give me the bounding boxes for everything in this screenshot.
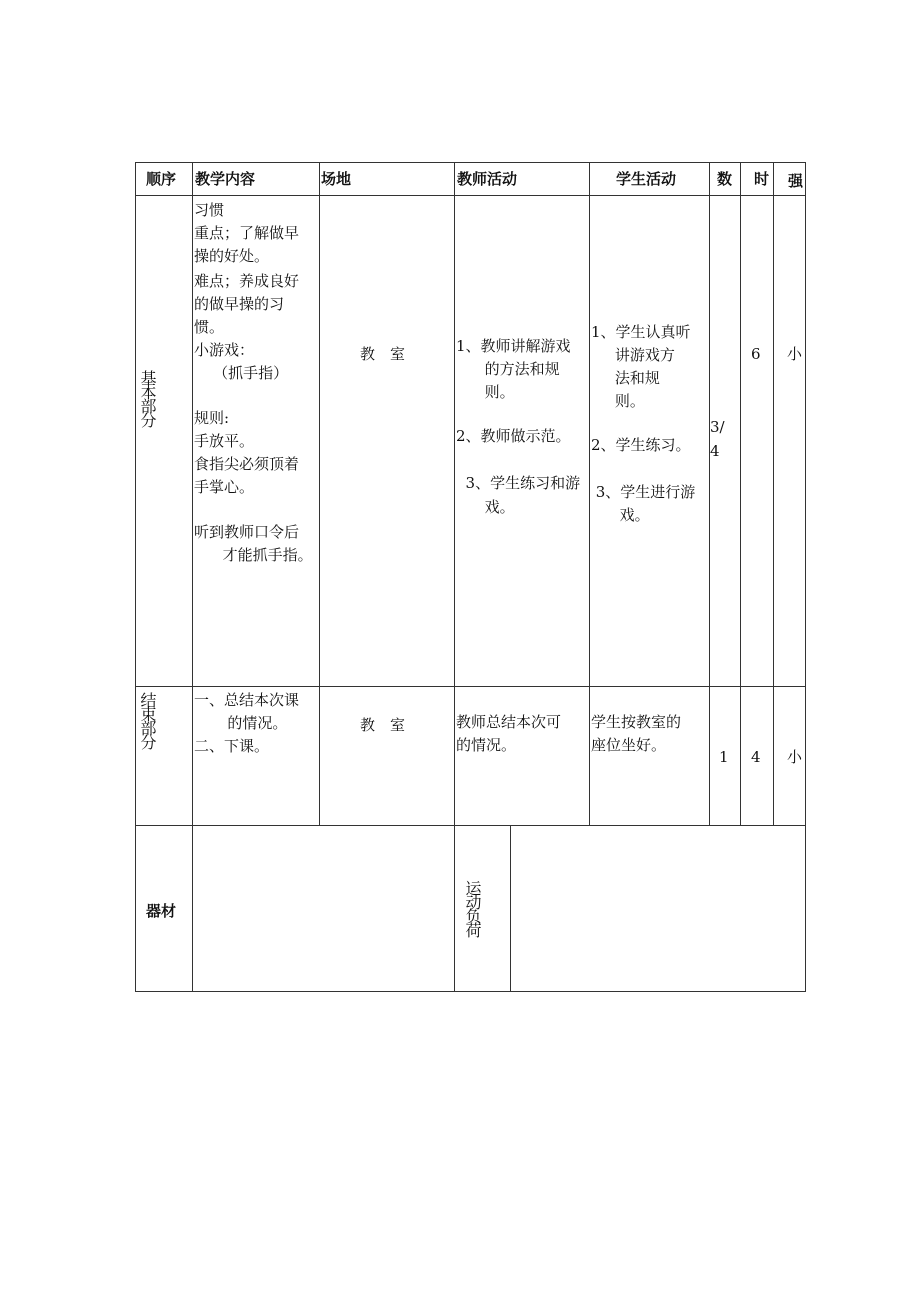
content-line: 规则: (194, 409, 230, 427)
teacher-line (456, 447, 580, 467)
teacher-line: 的方法和规 (456, 360, 560, 378)
basic-teacher-activity (456, 335, 580, 518)
header-student-activity: 学生活动 (616, 170, 677, 188)
content-line: 食指尖必须顶着 (194, 455, 300, 473)
table-border (319, 162, 320, 826)
content-line: 操的好处。 (194, 247, 270, 265)
teacher-line: 则。 (456, 383, 515, 401)
teacher-line: 3、学生练习和游 (456, 474, 581, 492)
basic-venue: 教 室 (360, 345, 406, 363)
closing-venue: 教 室 (360, 716, 406, 734)
header-content: 教学内容 (195, 170, 256, 188)
closing-student-activity (591, 711, 681, 756)
section-label-basic: 基本部分 (138, 370, 157, 426)
table-border (709, 162, 710, 826)
basic-count: 3/ 4 (710, 418, 725, 460)
table-border (135, 991, 806, 992)
table-border (135, 162, 136, 992)
table-border (805, 162, 806, 992)
teacher-line: 戏。 (456, 498, 515, 516)
table-border (192, 162, 193, 992)
content-line: 的做早操的习 (194, 295, 285, 313)
content-line (194, 384, 313, 406)
closing-count: 1 (719, 748, 729, 766)
teacher-line: 的情况。 (456, 736, 517, 754)
student-line (591, 456, 695, 480)
closing-time: 4 (751, 748, 761, 766)
content-line: 小游戏： (194, 341, 255, 359)
basic-content (194, 199, 313, 566)
student-line: 讲游戏方 (591, 346, 675, 364)
content-line: 重点；了解做早 (194, 224, 300, 242)
header-teacher-activity: 教师活动 (457, 170, 518, 188)
student-line (591, 412, 695, 433)
header-venue: 场地 (321, 170, 352, 188)
content-line: 听到教师口令后 (194, 523, 300, 541)
student-line: 1、学生认真听 (591, 323, 691, 341)
closing-teacher-activity (456, 711, 561, 756)
closing-intensity: 小 (787, 748, 803, 766)
content-line: 二、下课。 (194, 737, 270, 755)
teacher-line: 2、教师做示范。 (456, 427, 571, 445)
student-line: 3、学生进行游 (591, 483, 696, 501)
table-border (510, 825, 511, 992)
content-line: 才能抓手指。 (194, 546, 313, 564)
header-time: 时 (754, 170, 770, 188)
table-border (135, 162, 806, 163)
content-line: 手放平。 (194, 432, 255, 450)
exercise-load-label: 运动负荷 (463, 880, 482, 936)
student-line: 2、学生练习。 (591, 436, 691, 454)
table-border (135, 195, 806, 196)
header-order: 顺序 (146, 170, 177, 188)
teacher-line (456, 403, 580, 425)
table-border (135, 825, 806, 826)
student-line: 学生按教室的 (591, 713, 682, 731)
header-intensity: 强 (788, 172, 804, 190)
equipment-label: 器材 (146, 902, 177, 920)
content-line: 难点；养成良好 (194, 272, 300, 290)
table-border (135, 686, 806, 687)
student-line: 法和规 (591, 369, 660, 387)
closing-content (194, 689, 299, 757)
basic-student-activity (591, 321, 695, 526)
teacher-line: 教师总结本次可 (456, 713, 562, 731)
content-line (194, 498, 313, 520)
content-line: （抓手指） (194, 364, 289, 382)
student-line: 则。 (591, 392, 645, 410)
content-line: 的情况。 (194, 714, 288, 732)
teacher-line: 1、教师讲解游戏 (456, 337, 571, 355)
basic-intensity: 小 (787, 345, 803, 363)
table-border (740, 162, 741, 826)
student-line: 座位坐好。 (591, 736, 667, 754)
table-border (454, 162, 455, 992)
content-line: 手掌心。 (194, 478, 255, 496)
table-border (589, 162, 590, 826)
basic-time: 6 (751, 345, 761, 363)
section-label-closing: 结束部分 (138, 692, 157, 748)
content-line: 一、总结本次课 (194, 691, 300, 709)
header-count: 数 (717, 170, 733, 188)
content-line: 习惯 (194, 201, 225, 219)
content-line: 惯。 (194, 318, 225, 336)
student-line: 戏。 (591, 506, 650, 524)
table-border (773, 162, 774, 826)
